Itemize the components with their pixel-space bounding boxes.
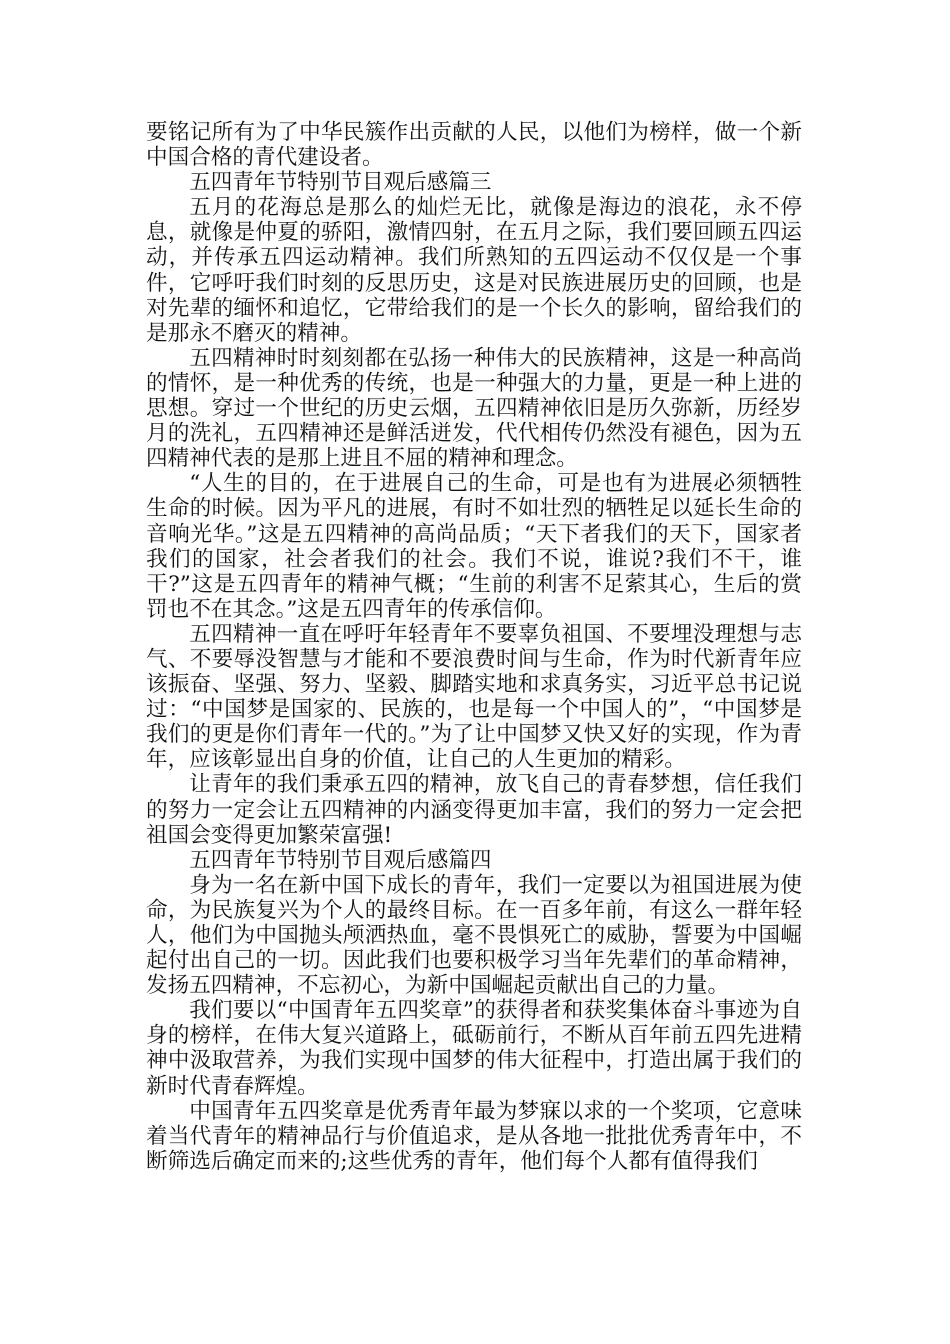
paragraph: 五四精神时时刻刻都在弘扬一种伟大的民族精神，这是一种高尚的情怀，是一种优秀的传统，也是一种强大的力量，更是一种上进的思想。穿过一个世纪的历史云烟，五四精神依旧是历久弥新，历经岁月的洗礼，五四精神还是鲜活迸发，代代相传仍然没有褪色，因为五四精神代表的是那上进且不屈的精神和理念。 xyxy=(146,345,802,472)
document-page xyxy=(146,120,802,1174)
paragraph: 五月的花海总是那么的灿烂无比，就像是海边的浪花，永不停息，就像是仲夏的骄阳，激情四射，在五月之际，我们要回顾五四运动，并传承五四运动精神。我们所熟知的五四运动不仅仅是一个事件，它呼吁我们时刻的反思历史，这是对民族进展历史的回顾，也是对先辈的缅怀和追忆，它带给我们的是一个长久的影响，留给我们的是那永不磨灭的精神。 xyxy=(146,195,802,346)
section-heading-3: 五四青年节特别节目观后感篇三 xyxy=(189,170,492,196)
paragraph: 我们要以“中国青年五四奖章”的获得者和获奖集体奋斗事迹为自身的榜样，在伟大复兴道路上，砥砺前行，不断从百年前五四先进精神中汲取营养，为我们实现中国梦的伟大征程中，打造出属于我们的新时代青春辉煌。 xyxy=(146,998,802,1099)
paragraph: 让青年的我们秉承五四的精神，放飞自己的青春梦想，信任我们的努力一定会让五四精神的内涵变得更加丰富，我们的努力一定会把祖国会变得更加繁荣富强! xyxy=(146,772,802,848)
paragraph: 五四精神一直在呼吁年轻青年不要辜负祖国、不要埋没理想与志气、不要辱没智慧与才能和不要浪费时间与生命，作为时代新青年应该振奋、坚强、努力、坚毅、脚踏实地和求真务实，习近平总书记说过：“中国梦是国家的、民族的，也是每一个中国人的”，“中国梦是我们的更是你们青年一代的。”为了让中国梦又快又好的实现，作为青年，应该彰显出自身的价值，让自己的人生更加的精彩。 xyxy=(146,621,802,773)
section-heading-4: 五四青年节特别节目观后感篇四 xyxy=(189,847,492,873)
paragraph: 身为一名在新中国下成长的青年，我们一定要以为祖国进展为使命，为民族复兴为个人的最终目标。在一百多年前，有这么一群年轻人，他们为中国抛头颅洒热血，毫不畏惧死亡的威胁，誓要为中国崛起付出自己的一切。因此我们也要积极学习当年先辈们的革命精神，发扬五四精神，不忘初心，为新中国崛起贡献出自己的力量。 xyxy=(146,872,802,999)
paragraph: “人生的目的，在于进展自己的生命，可是也有为进展必须牺牲生命的时候。因为平凡的进展，有时不如壮烈的牺牲足以延长生命的音响光华。”这是五四精神的高尚品质；“天下者我们的天下，国家者我们的国家，社会者我们的社会。我们不说，谁说?我们不干，谁干?”这是五四青年的精神气概；“生前的利害不足萦其心，生后的赏罚也不在其念。”这是五四青年的传承信仰。 xyxy=(146,471,802,622)
paragraph-continued: 要铭记所有为了中华民簇作出贡献的人民，以他们为榜样，做一个新中国合格的青代建设者。 xyxy=(146,120,802,171)
paragraph: 中国青年五四奖章是优秀青年最为梦寐以求的一个奖项，它意味着当代青年的精神品行与价值追求，是从各地一批批优秀青年中，不断筛选后确定而来的;这些优秀的青年，他们每个人都有值得我们 xyxy=(146,1098,802,1174)
